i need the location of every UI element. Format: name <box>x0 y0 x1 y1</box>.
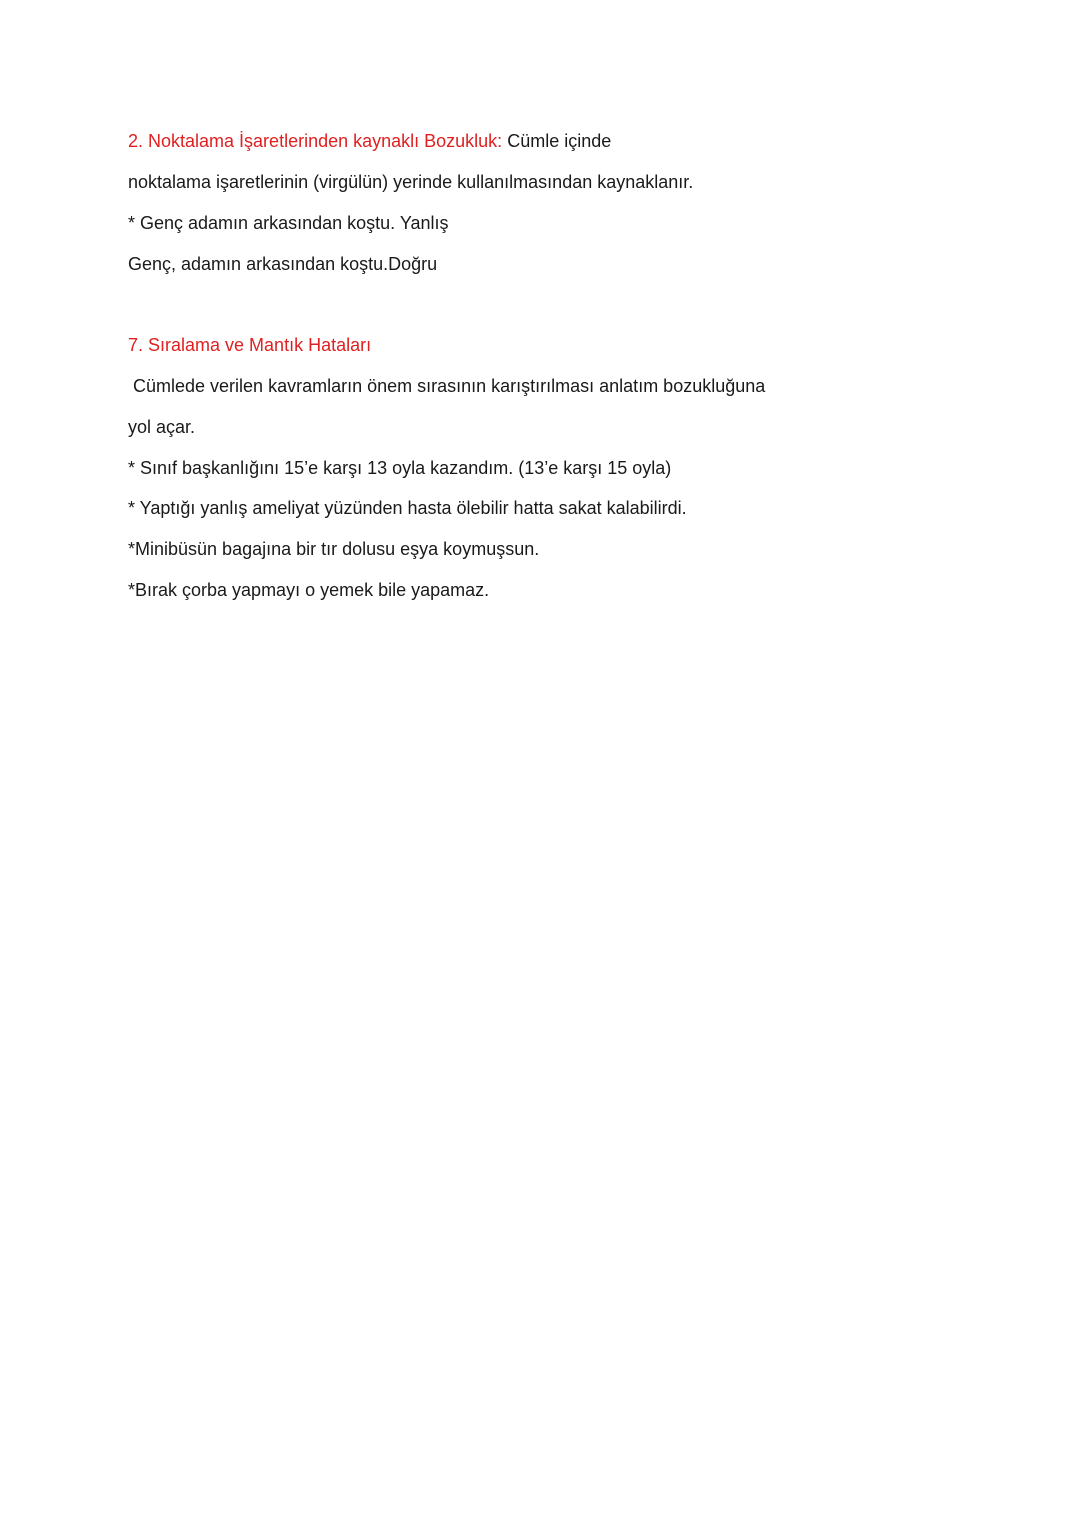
section2-line2: noktalama işaretlerinin (virgülün) yerinde kullanılmasından kaynaklanır. <box>128 172 694 192</box>
section2-example-wrong: * Genç adamın arkasından koştu. Yanlış <box>128 213 449 233</box>
section2-heading-line <box>128 129 611 153</box>
section7-example-1: * Sınıf başkanlığını 15’e karşı 13 oyla kazandım. (13’e karşı 15 oyla) <box>128 458 672 478</box>
section2-example-right: Genç, adamın arkasından koştu.Doğru <box>128 254 438 274</box>
section2-heading-rest: Cümle içinde <box>502 131 612 151</box>
section7-example-2: * Yaptığı yanlış ameliyat yüzünden hasta ölebilir hatta sakat kalabilirdi. <box>128 498 687 518</box>
section7-example-4: *Bırak çorba yapmayı o yemek bile yapamaz. <box>128 580 490 600</box>
section7-desc-line1: Cümlede verilen kavramların önem sırasının karıştırılması anlatım bozukluğuna <box>128 376 766 396</box>
section7-example-3: *Minibüsün bagajına bir tır dolusu eşya koymuşsun. <box>128 539 540 559</box>
section2-heading: 2. Noktalama İşaretlerinden kaynaklı Bozukluk: <box>128 131 503 151</box>
section7-desc-line2: yol açar. <box>128 417 196 437</box>
section7-heading: 7. Sıralama ve Mantık Hataları <box>128 335 372 355</box>
